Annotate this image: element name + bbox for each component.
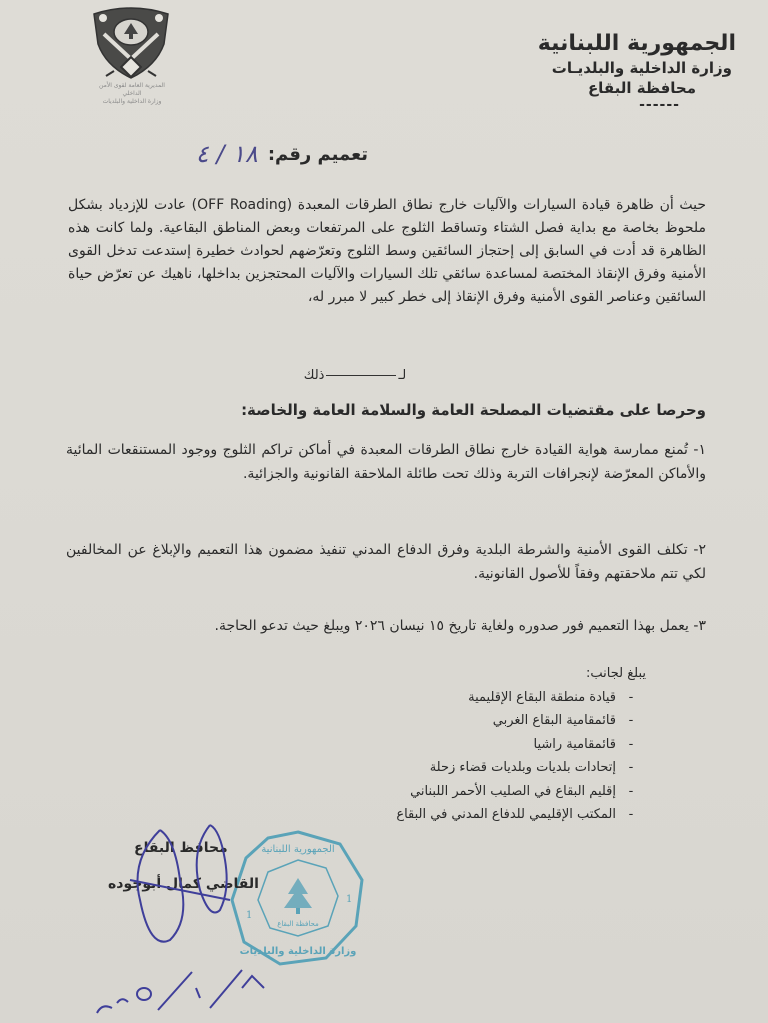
recipient bbox=[346, 686, 646, 710]
signature-scribble-icon bbox=[120, 820, 253, 970]
svg-text:وزارة الداخلية والبلديات: وزارة الداخلية والبلديات bbox=[239, 946, 357, 957]
therefore-right: لـ bbox=[398, 368, 407, 383]
recipient bbox=[346, 780, 646, 804]
recipient-text: قيادة منطقة البقاع الإقليمية bbox=[468, 689, 616, 705]
dash: - bbox=[628, 713, 634, 728]
recipient bbox=[346, 756, 646, 780]
svg-text:محافظة البقاع: محافظة البقاع bbox=[277, 920, 319, 928]
signatory-title: محافظ البقاع bbox=[134, 840, 228, 856]
circular-number: ١٨ / ٤ bbox=[195, 140, 258, 168]
distribution-list bbox=[346, 662, 646, 827]
preamble: وحرصا على مقتضيات المصلحة العامة والسلامة العامة والخاصة: bbox=[241, 401, 706, 419]
article-1 bbox=[66, 438, 706, 486]
ministry-name: وزارة الداخلية والبلديـات bbox=[551, 59, 732, 77]
dash: - bbox=[628, 783, 634, 799]
distribution-title: يبلغ لجانب: bbox=[586, 666, 646, 681]
recipient-text: قائمقامية البقاع الغربي bbox=[492, 713, 616, 728]
dash: - bbox=[628, 807, 634, 822]
governorate-name: محافظة البقاع bbox=[587, 79, 696, 97]
header-separator: ------ bbox=[639, 97, 680, 113]
article-2 bbox=[66, 538, 706, 586]
article-text: يعمل بهذا التعميم فور صدوره ولغاية تاريخ ١٥ نيسان ٢٠٢٦ ويبلغ حيث تدعو الحاجة. bbox=[214, 618, 689, 634]
article-number: ٢- bbox=[693, 542, 706, 558]
handwritten-date-icon bbox=[92, 958, 272, 1018]
recipient-text: إتحادات بلديات وبلديات قضاء زحلة bbox=[429, 760, 616, 775]
intro-paragraph: حيث أن ظاهرة قيادة السيارات والآليات خارج نطاق الطرقات المعبدة (OFF Roading) عادت للإزدياد بشكل ملحوظ بخاصة مع بداية فصل الشتاء وتساقط الثلوج على المرتفعات وبعض المناطق البقاعية. ولما كانت هذه الظاهرة قد أدت في السابق إلى إحتجاز السائقين وسط الثلوج وتعرّضهم لحوادث خطيرة إستدعت تدخل القوى الأمنية وفرق الإنقاذ المختصة لمساعدة سائقي تلك السيارات والآليات المحتجزين بداخلها، ناهيك عن تعرّض حياة السائقين وعناصر القوى الأمنية وفرق الإنقاذ إلى خطر كبير لا مبرر له، bbox=[68, 197, 707, 305]
emblem-caption bbox=[92, 82, 172, 106]
recipient-text: إقليم البقاع في الصليب الأحمر اللبناني bbox=[410, 783, 616, 799]
emblem-caption-line1: المديرية العامة لقوى الأمن الداخلي bbox=[99, 82, 165, 97]
article-number: ١- bbox=[693, 442, 706, 458]
dash: - bbox=[628, 760, 634, 775]
article-3 bbox=[66, 614, 706, 638]
country-name: الجمهورية اللبنانية bbox=[537, 31, 736, 56]
svg-text:1: 1 bbox=[246, 910, 253, 921]
article-text: تُمنع ممارسة هواية القيادة خارج نطاق الطرقات المعبدة في أماكن تراكم الثلوج ووجود المستنقعات المائية والأماكن المعرّضة لإنجرافات التربة وذلك تحت طائلة الملاحقة القانونية والجزائية. bbox=[66, 442, 706, 482]
recipient bbox=[346, 733, 646, 757]
svg-text:1: 1 bbox=[346, 894, 353, 905]
article-text: تكلف القوى الأمنية والشرطة البلدية وفرق الدفاع المدني تنفيذ مضمون هذا التعميم والإبلاغ عن المخالفين لكي تتم ملاحقتهم وفقاً للأصول القانونية. bbox=[66, 542, 706, 582]
article-number: ٣- bbox=[693, 618, 706, 634]
therefore-underline bbox=[326, 375, 396, 376]
recipient-text: المكتب الإقليمي للدفاع المدني في البقاع bbox=[396, 807, 616, 822]
recipient-text: قائمقامية راشيا bbox=[533, 736, 616, 752]
signatory-name: القاضي كمال أبوجوده bbox=[108, 876, 259, 892]
dash: - bbox=[628, 689, 634, 705]
therefore-left: ذلك bbox=[303, 368, 325, 383]
letterhead bbox=[476, 30, 736, 112]
circular-number-line bbox=[196, 140, 368, 168]
dash: - bbox=[628, 736, 634, 752]
emblem-caption-line2: وزارة الداخلية والبلديات bbox=[102, 98, 162, 105]
recipient bbox=[346, 803, 646, 827]
svg-text:الجمهورية اللبنانية: الجمهورية اللبنانية bbox=[261, 844, 335, 855]
recipient bbox=[346, 709, 646, 733]
therefore-heading bbox=[300, 368, 410, 383]
circular-label: تعميم رقم: bbox=[267, 143, 368, 165]
